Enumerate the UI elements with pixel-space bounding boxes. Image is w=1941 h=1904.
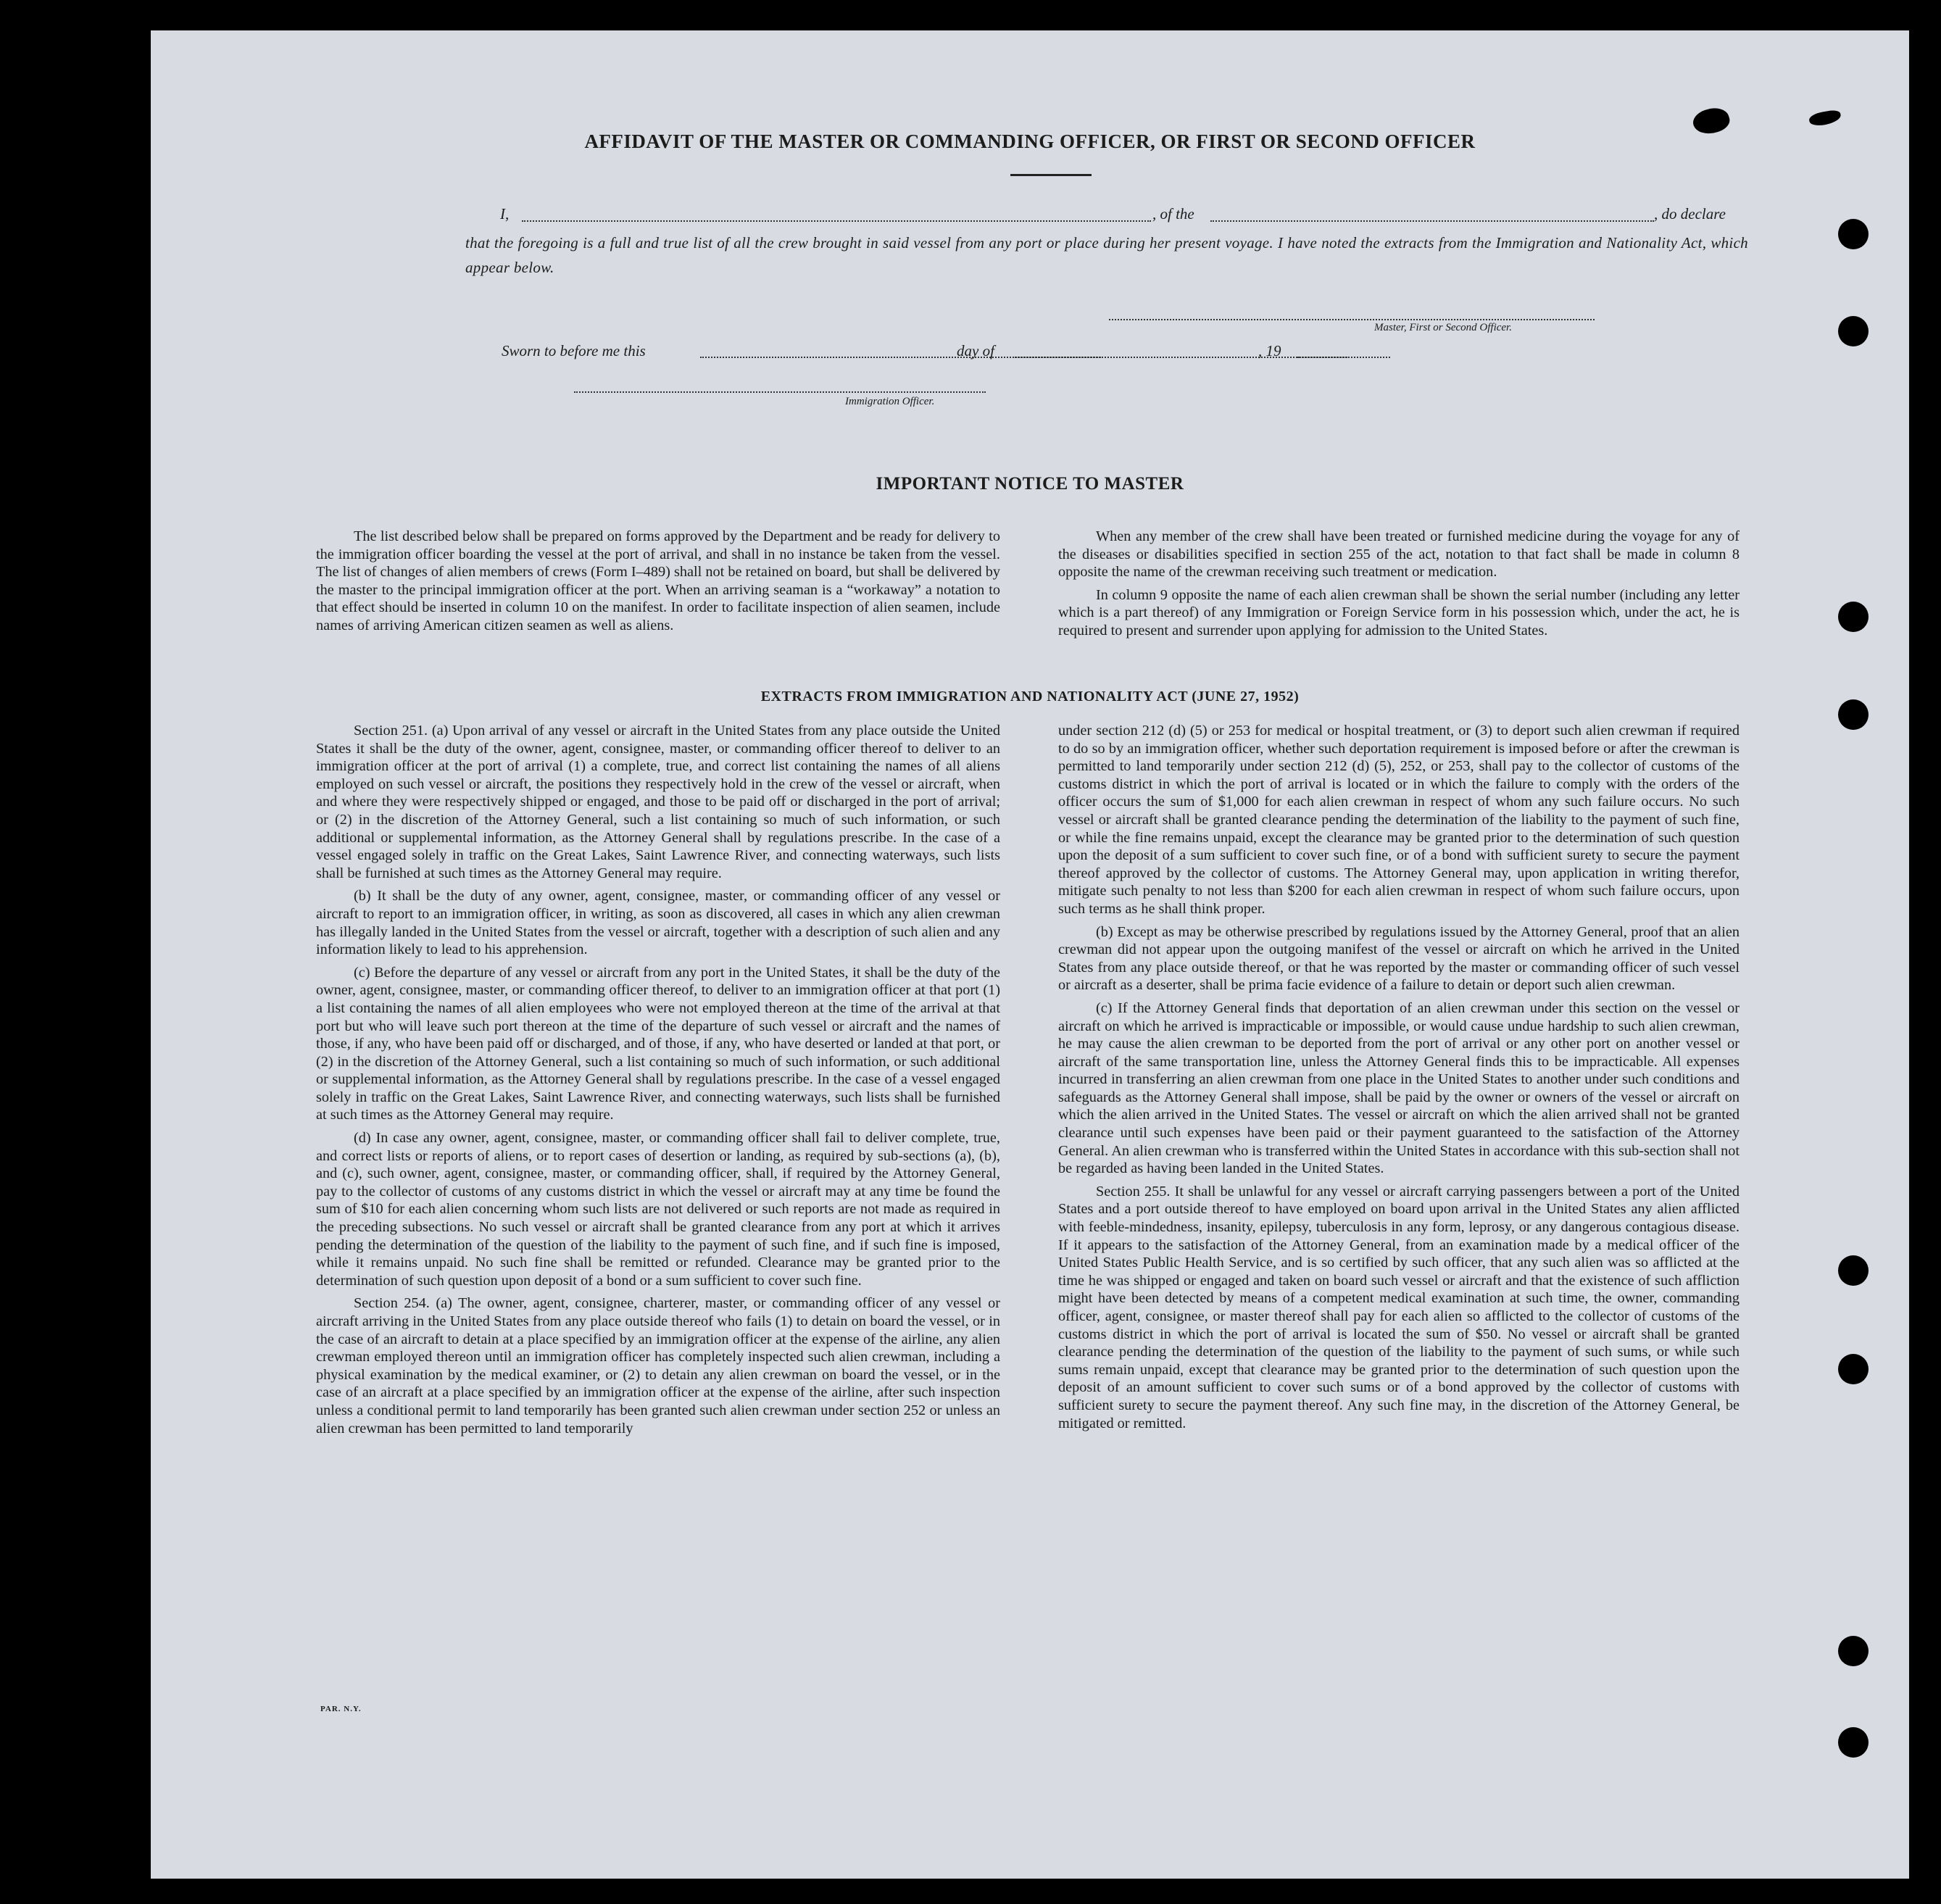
punch-hole xyxy=(1838,1354,1869,1384)
signature-field[interactable] xyxy=(1109,319,1595,320)
section-251-d: (d) In case any owner, agent, consignee, master, or commanding officer shall fail to deliver complete, true, and correct lists or reports of aliens, or to report cases of desertion or landing, as required by sub-sections (a), (b), and (c), such owner, agent, consignee, master, or commanding officer, shall, if required by the Attorney General, pay to the collector of customs of any customs district in which the vessel or aircraft may at any time be found the sum of $10 for each alien concerning whom such lists are not delivered or such reports are not made as required in the preceding subsections. No such vessel or aircraft shall be granted clearance from any port at which it arrives pending the determination of the question of the liability to the payment of such fine, and if such fine is imposed, while it remains unpaid. No such fine shall be remitted or refunded. Clearance may be granted prior to the determination of such question upon deposit of a bond or a sum sufficient to cover such fine. xyxy=(316,1130,1000,1289)
affidavit-of-the-label: , of the xyxy=(1152,205,1194,223)
affidavit-statement: that the foregoing is a full and true list of all the crew brought in said vessel from any port or place during her present voyage. I have noted the extracts from the Immigration and Nationality Act, which appear below. xyxy=(465,234,1748,276)
notice-title: IMPORTANT NOTICE TO MASTER xyxy=(876,474,1184,494)
punch-hole xyxy=(1838,219,1869,249)
title-rule xyxy=(1010,174,1092,176)
section-255: Section 255. It shall be unlawful for any vessel or aircraft carrying passengers between a port of the United States and a port outside thereof to have employed on board upon arrival in the United States any alien afflicted with feeble-mindedness, insanity, epilepsy, tuberculosis in any form, leprosy, or any dangerous contagious disease. If it appears to the satisfaction of the Attorney General, from an examination made by a medical officer of the United States Public Health Service, and is so certified by such officer, that any such alien was so afflicted at the time he was shipped or engaged and taken on board such vessel or aircraft and that the existence of such affliction might have been detected by means of a competent medical examination at such time, the owner, commanding officer, agent, consignee, or master thereof shall pay for each alien so afflicted to the collector of customs of the customs district in which the port of arrival is located the sum of $50. No vessel or aircraft shall be granted clearance pending the determination of the question of the liability to the payment of such sums, or while such sums remain unpaid, except that clearance may be granted prior to the determination of such question upon the deposit of an amount sufficient to cover such sums or of a bond approved by the collector of customs with sufficient surety to secure the payment thereof. Any such fine may, in the discretion of the Attorney General, be mitigated or remitted. xyxy=(1058,1183,1740,1431)
sworn-year-field[interactable] xyxy=(1297,357,1350,358)
vessel-field[interactable] xyxy=(1210,220,1654,222)
name-field[interactable] xyxy=(522,220,1151,222)
footer-code: PAR. N.Y. xyxy=(320,1705,362,1713)
punch-hole xyxy=(1838,602,1869,632)
punch-hole xyxy=(1838,316,1869,346)
signature-label: Master, First or Second Officer. xyxy=(1374,322,1512,333)
form-page xyxy=(151,30,1909,1879)
officer-label: Immigration Officer. xyxy=(845,396,935,407)
extracts-right-column xyxy=(1058,722,1740,1437)
sworn-year-label: , 19 xyxy=(1258,342,1281,359)
punch-hole xyxy=(1838,1255,1869,1286)
notice-right-paragraph-1: When any member of the crew shall have been treated or furnished medicine during the voyage for any of the diseases or disabilities specified in section 255 of the act, notation to that fact shall be made in column 8 opposite the name of the crewman receiving such treatment or medication. xyxy=(1058,528,1740,581)
section-254-a: Section 254. (a) The owner, agent, consignee, charterer, master, or commanding officer of any vessel or aircraft arriving in the United States from any place outside thereof who fails (1) to detain on board the vessel, or in the case of an aircraft to detain at a place specified by an immigration officer at the expense of the airline, any alien crewman employed thereon until an immigration officer has completely inspected such alien crewman, including a physical examination by the medical examiner, or (2) to detain any alien crewman on board the vessel, or in the case of an aircraft at a place specified by an immigration officer at the expense of the airline, after such inspection unless a conditional permit to land temporarily has been granted such alien crewman under section 252 or unless an alien crewman has been permitted to land temporarily xyxy=(316,1295,1000,1437)
section-251-a: Section 251. (a) Upon arrival of any vessel or aircraft in the United States from any place outside the United States it shall be the duty of the owner, agent, consignee, master, or commanding officer thereof to deliver to an immigration officer at the port of arrival (1) a complete, true, and correct list containing the names of all aliens employed on such vessel or aircraft, the positions they respectively hold in the crew of the vessel or aircraft, when and where they were respectively shipped or engaged, and those to be paid off or discharged in the port of arrival; or (2) in the discretion of the Attorney General, such a list containing so much of such information, or such additional or supplemental information, as the Attorney General shall by regulations prescribe. In the case of a vessel engaged solely in traffic on the Great Lakes, Saint Lawrence River, and connecting waterways, such lists shall be furnished at such times as the Attorney General may require. xyxy=(316,723,1000,881)
affidavit-i-label: I, xyxy=(500,205,510,223)
section-254-c: (c) If the Attorney General finds that deportation of an alien crewman under this section on the vessel or aircraft on which he arrived is impracticable or impossible, or would cause undue hardship to such alien crewman, he may cause the alien crewman to be deported from the port of arrival or any other port on another vessel or aircraft of the same transportation line, unless the Attorney General finds this to be impracticable. All expenses incurred in transferring an alien crewman from one place in the United States to another under such conditions and safeguards as the Attorney General shall impose, shall be paid by the owner or owners of the vessel or aircraft on which the alien arrived in the United States. The vessel or aircraft on which the alien arrived shall not be granted clearance until such expenses have been paid or their payment guaranteed to the satisfaction of the Attorney General. An alien crewman who is transferred within the United States in accordance with this sub-section shall not be regarded as having been landed in the United States. xyxy=(1058,999,1740,1177)
sworn-day-of-label: day of xyxy=(957,342,994,359)
section-254-b: (b) Except as may be otherwise prescribed by regulations issued by the Attorney General, proof that an alien crewman did not appear upon the outgoing manifest of the vessel or aircraft on which he arrived in the United States from any place outside thereof, or that he was reported by the master or commanding officer of such vessel or aircraft as a deserter, shall be prima facie evidence of a failure to detain or deport such alien crewman. xyxy=(1058,923,1740,994)
affidavit-declare-label: , do declare xyxy=(1654,205,1726,223)
officer-signature-field[interactable] xyxy=(574,391,986,393)
section-254-a-continued: under section 212 (d) (5) or 253 for medical or hospital treatment, or (3) to deport such alien crewman if required to do so by an immigration officer, whether such deportation requirement is imposed before or after the crewman is permitted to land temporarily under section 212 (d) (5), 252, or 253, shall pay to the collector of customs of the customs district in which the port of arrival is located or in which the failure to comply with the orders of the officer occurs the sum of $1,000 for each alien crewman in respect of whom any such failure occurs. No such vessel or aircraft shall be granted clearance pending the determination of the liability to the payment of such fine, or while the fine remains unpaid, except the clearance may be granted prior to the determination of such question upon the deposit of a sum sufficient to cover such fine, or of a bond with sufficient surety to secure the payment thereof approved by the collector of customs. The Attorney General may, upon application in writing therefor, mitigate such penalty to not less than $200 for each alien crewman in respect of whom such failure occurs, upon such terms as he shall think proper. xyxy=(1058,723,1740,917)
notice-left-column xyxy=(316,528,1000,640)
section-251-b: (b) It shall be the duty of any owner, agent, consignee, master, or commanding officer of any vessel or aircraft to report to an immigration officer, in writing, as soon as discovered, all cases in which any alien crewman has illegally landed in the United States from the vessel or aircraft, together with a description of such alien and any information likely to lead to his apprehension. xyxy=(316,888,1000,958)
notice-right-column xyxy=(1058,528,1740,645)
sworn-prefix: Sworn to before me this xyxy=(502,342,646,359)
section-251-c: (c) Before the departure of any vessel or aircraft from any port in the United States, it shall be the duty of the owner, agent, consignee, master, or commanding officer thereof, to deliver to an immigration officer at that port (1) a list containing the names of all alien employees who were not employed thereon at the time of the arrival at that port but who will leave such port thereon at the time of the departure of such vessel or aircraft and the names of those, if any, who have been paid off or discharged, and of those, if any, who have deserted or landed at that port, or (2) in the discretion of the Attorney General, such a list containing so much of such information, or such additional or supplemental information, as the Attorney General shall by regulations prescribe. In the case of a vessel engaged solely in traffic on the Great Lakes, Saint Lawrence River, and connecting waterways, such lists shall be furnished at such times as the Attorney General may require. xyxy=(316,964,1000,1123)
extracts-left-column xyxy=(316,722,1000,1442)
punch-hole xyxy=(1838,1636,1869,1666)
notice-left-paragraph: The list described below shall be prepared on forms approved by the Department and be ready for delivery to the immigration officer boarding the vessel at the port of arrival, and shall in no instance be taken from the vessel. The list of changes of alien members of crews (Form I–489) shall not be retained on board, but shall be delivered by the master to the principal immigration officer at the port. When an arriving seaman is a “workaway” a notation to that effect should be inserted in column 10 on the manifest. In order to facilitate inspection of alien seamen, include names of arriving American citizen seamen as well as aliens. xyxy=(316,528,1000,633)
ink-blot-right xyxy=(1808,109,1842,127)
notice-right-paragraph-2: In column 9 opposite the name of each alien crewman shall be shown the serial number (including any letter which is a part thereof) of any Immigration or Foreign Service form in his possession which, under the act, he is required to present and surrender upon applying for admission to the United States. xyxy=(1058,586,1740,639)
punch-hole xyxy=(1838,1727,1869,1758)
affidavit-title: AFFIDAVIT OF THE MASTER OR COMMANDING OFFICER, OR FIRST OR SECOND OFFICER xyxy=(584,130,1476,152)
extracts-title: EXTRACTS FROM IMMIGRATION AND NATIONALITY ACT (JUNE 27, 1952) xyxy=(760,689,1300,704)
